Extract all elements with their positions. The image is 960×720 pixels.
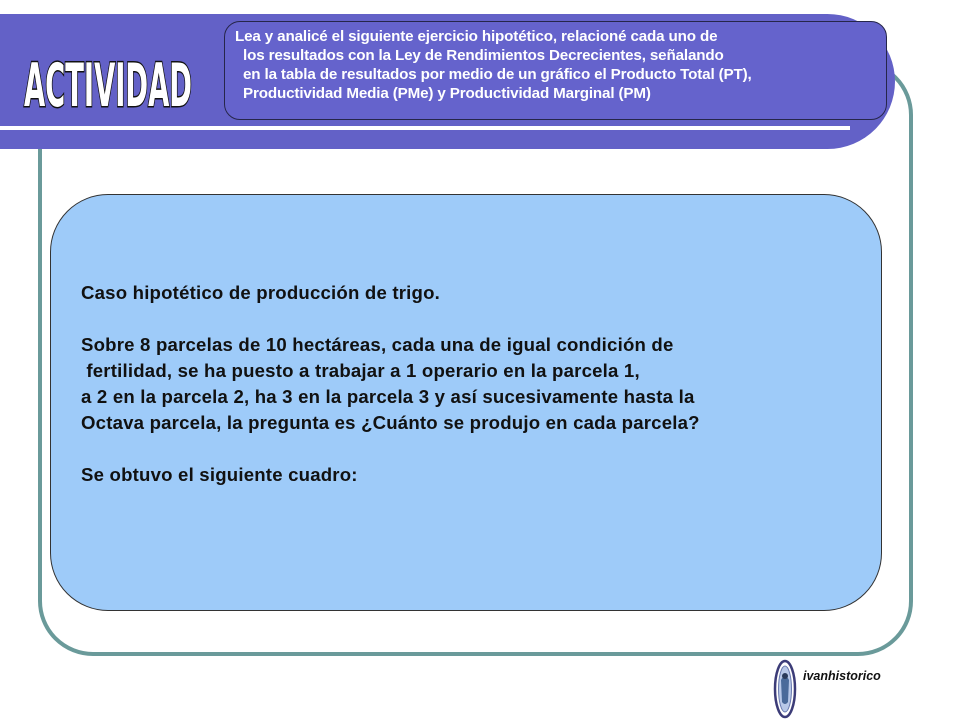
activity-title	[20, 18, 200, 118]
instruction-line: los resultados con la Ley de Rendimientos Decrecientes, señalando	[243, 47, 724, 64]
content-box	[50, 194, 882, 611]
activity-title-text: ACTIVIDAD	[24, 51, 192, 118]
description-line: Sobre 8 parcelas de 10 hectáreas, cada una de igual condición de	[81, 334, 674, 355]
instruction-box	[224, 21, 887, 120]
author-logo-icon	[773, 658, 797, 720]
description-line: a 2 en la parcela 2, ha 3 en la parcela 3 y así sucesivamente hasta la	[81, 386, 695, 407]
case-title: Caso hipotético de producción de trigo.	[81, 282, 441, 303]
instruction-line: Lea y analicé el siguiente ejercicio hipotético, relacioné cada uno de	[235, 28, 718, 45]
description-line: Octava parcela, la pregunta es ¿Cuánto se produjo en cada parcela?	[81, 412, 700, 433]
description-line: fertilidad, se ha puesto a trabajar a 1 operario en la parcela 1,	[81, 360, 640, 381]
closing-line: Se obtuvo el siguiente cuadro:	[81, 464, 358, 485]
content-text	[81, 280, 881, 488]
instruction-line: en la tabla de resultados por medio de un gráfico el Producto Total (PT),	[243, 66, 752, 83]
header-divider	[0, 126, 850, 130]
instruction-line: Productividad Media (PMe) y Productividad Marginal (PM)	[243, 85, 651, 102]
author-name: ivanhistorico	[803, 669, 881, 683]
